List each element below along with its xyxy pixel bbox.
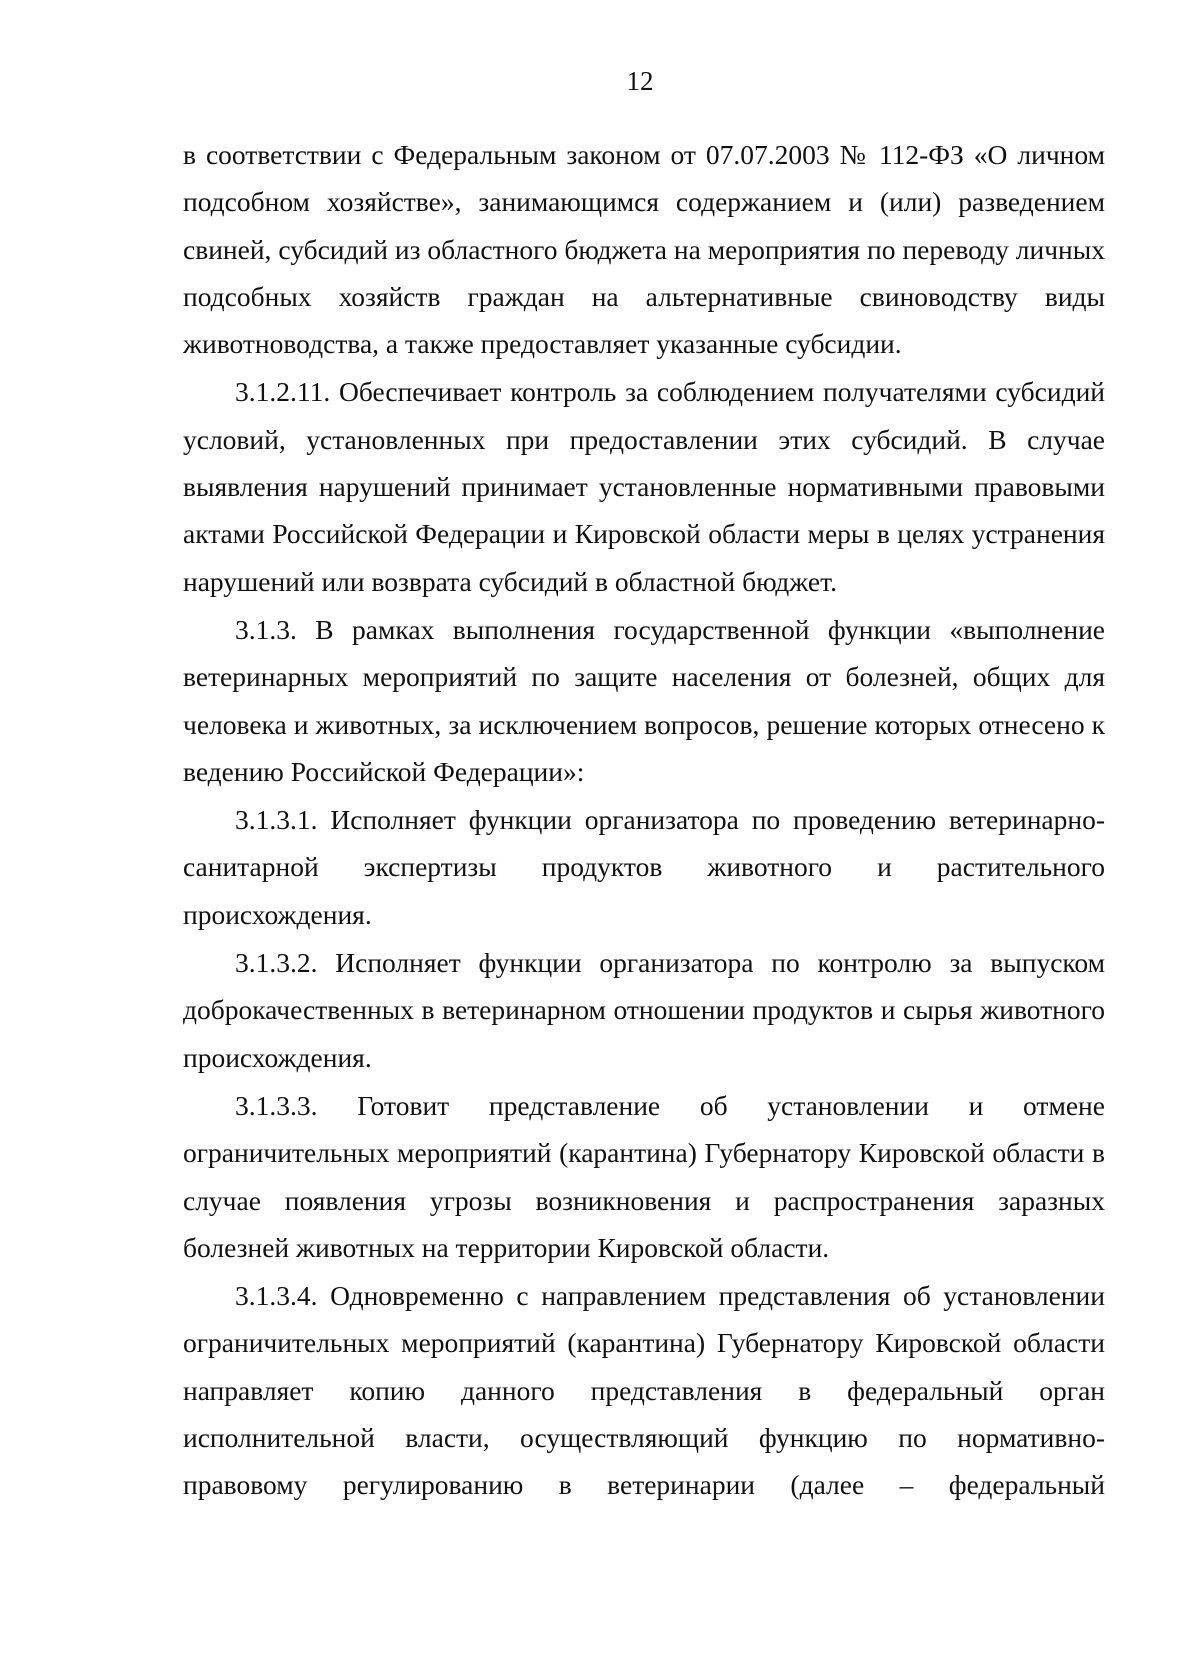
paragraph-3-1-2-11: 3.1.2.11. Обеспечивает контроль за соблюдением получателями субсидий условий, установленных при предоставлении этих субсидий. В случае выявления нарушений принимает установленные нормативными правовыми актами Российской Федерации и Кировской области меры в целях устранения нарушений или возврата субсидий в областной бюджет.: [183, 376, 1105, 597]
paragraph-3-1-3-2: 3.1.3.2. Исполняет функции организатора по контролю за выпуском доброкачественных в ветеринарном отношении продуктов и сырья животного происхождения.: [183, 947, 1105, 1073]
paragraph-3-1-3-1: 3.1.3.1. Исполняет функции организатора по проведению ветеринарно-санитарной экспертизы продуктов животного и растительного происхождения.: [183, 804, 1105, 930]
document-body: [183, 131, 1105, 1510]
paragraph-3-1-3-4: 3.1.3.4. Одновременно с направлением представления об установлении ограничительных мероприятий (карантина) Губернатору Кировской области направляет копию данного представления в федеральный орган исполнительной власти, осуществляющий функцию по нормативно-правовому регулированию в ветеринарии (далее – федеральный: [183, 1280, 1105, 1501]
paragraph-continuation: в соответствии с Федеральным законом от 07.07.2003 № 112-ФЗ «О личном подсобном хозяйстве», занимающимся содержанием и (или) разведением свиней, субсидий из областного бюджета на мероприятия по переводу личных подсобных хозяйств граждан на альтернативные свиноводству виды животноводства, а также предоставляет указанные субсидии.: [183, 139, 1105, 360]
page-number: 12: [626, 66, 654, 96]
paragraph-3-1-3-3: 3.1.3.3. Готовит представление об установлении и отмене ограничительных мероприятий (карантина) Губернатору Кировской области в случае появления угрозы возникновения и распространения заразных болезней животных на территории Кировской области.: [183, 1089, 1105, 1263]
paragraph-3-1-3: 3.1.3. В рамках выполнения государственной функции «выполнение ветеринарных мероприятий по защите населения от болезней, общих для человека и животных, за исключением вопросов, решение которых отнесено к ведению Российской Федерации»:: [183, 613, 1105, 787]
